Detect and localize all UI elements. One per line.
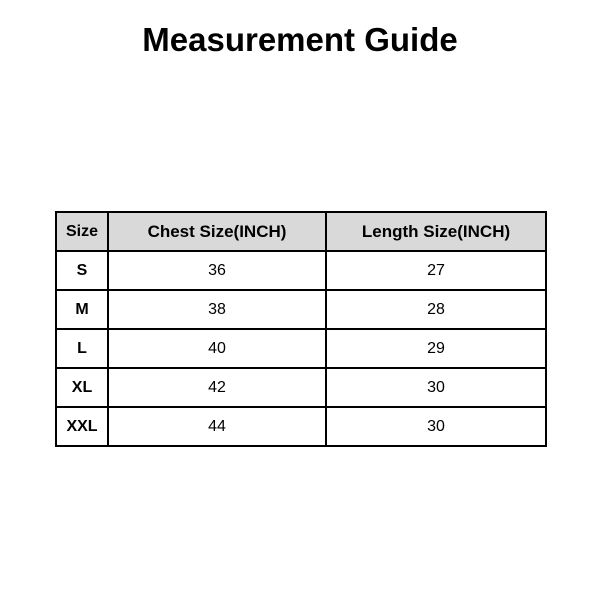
page-title: Measurement Guide [142, 21, 458, 58]
cell-size: XL [56, 368, 108, 407]
cell-length: 28 [326, 290, 546, 329]
cell-length: 30 [326, 407, 546, 446]
column-header-size: Size [56, 212, 108, 251]
size-chart-container [55, 211, 545, 447]
cell-size: XXL [56, 407, 108, 446]
table-body [56, 251, 546, 446]
table-row [56, 407, 546, 446]
cell-length: 27 [326, 251, 546, 290]
table-row [56, 329, 546, 368]
cell-chest: 42 [108, 368, 326, 407]
cell-length: 30 [326, 368, 546, 407]
cell-chest: 44 [108, 407, 326, 446]
column-header-chest: Chest Size(INCH) [108, 212, 326, 251]
cell-length: 29 [326, 329, 546, 368]
table-header-row [56, 212, 546, 251]
size-chart-table [55, 211, 547, 447]
table-row [56, 251, 546, 290]
cell-size: S [56, 251, 108, 290]
table-row [56, 368, 546, 407]
cell-chest: 36 [108, 251, 326, 290]
cell-size: M [56, 290, 108, 329]
cell-chest: 38 [108, 290, 326, 329]
table-row [56, 290, 546, 329]
cell-chest: 40 [108, 329, 326, 368]
cell-size: L [56, 329, 108, 368]
column-header-length: Length Size(INCH) [326, 212, 546, 251]
table-header [56, 212, 546, 251]
